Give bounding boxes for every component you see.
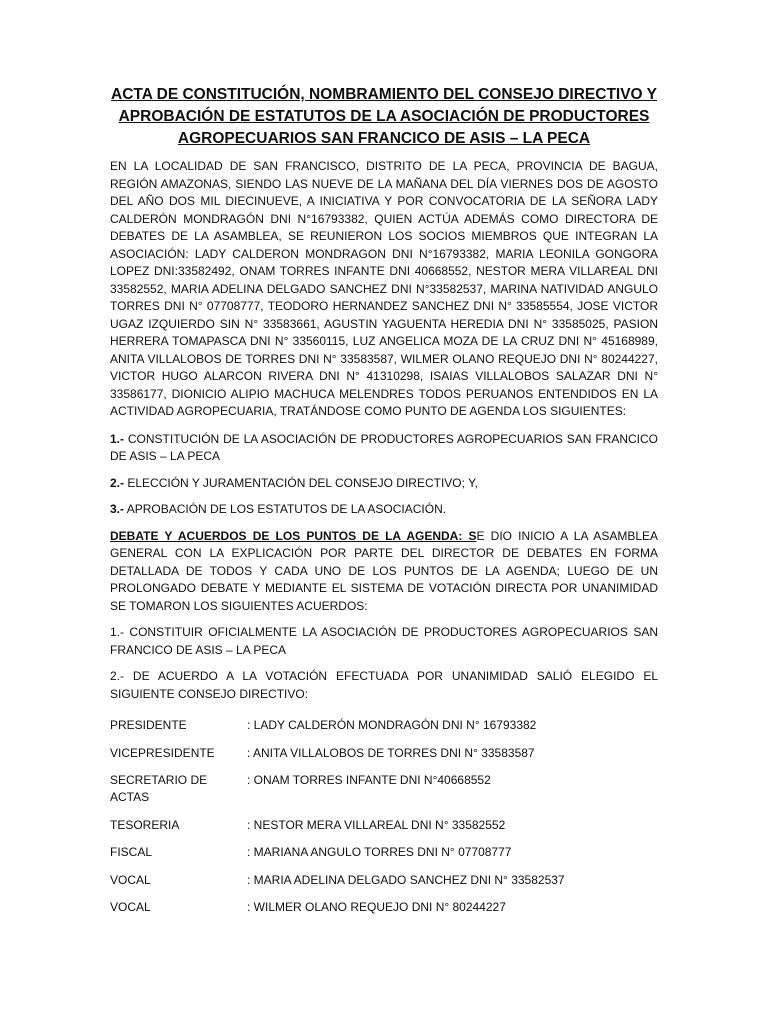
board-role: VOCAL <box>110 872 151 887</box>
board-row <box>110 817 658 834</box>
board-role: VICEPRESIDENTE <box>110 745 215 760</box>
board-row <box>110 717 658 734</box>
board-row <box>110 772 658 806</box>
agenda-item <box>110 501 658 519</box>
debate-heading: DEBATE Y ACUERDOS DE LOS PUNTOS DE LA AGENDA: S <box>110 528 477 543</box>
debate-paragraph <box>110 528 658 616</box>
document-title: ACTA DE CONSTITUCIÓN, NOMBRAMIENTO DEL CONSEJO DIRECTIVO Y APROBACIÓN DE ESTATUTOS DE LA ASOCIACIÓN DE PRODUCTORES AGROPECUARIOS SAN FRANCICO DE ASIS – LA PECA <box>111 86 657 147</box>
board-role: SECRETARIO DE ACTAS <box>110 773 208 804</box>
intro-paragraph: EN LA LOCALIDAD DE SAN FRANCISCO, DISTRITO DE LA PECA, PROVINCIA DE BAGUA, REGIÓN AMAZONAS, SIENDO LAS NUEVE DE LA MAÑANA DEL DÍA VIERNES DOS DE AGOSTO DEL AÑO DOS MIL DIECINUEVE, A INICIATIVA Y POR CONVOCATORIA DE LA SEÑORA LADY CALDERÓN MONDRAGÓN DNI N°16793382, QUIEN ACTÚA ADEMÁS COMO DIRECTORA DE DEBATES DE LA ASAMBLEA, SE REUNIERON LOS SOCIOS MIEMBROS QUE INTEGRAN LA ASOCIACIÓN: LADY CALDERON MONDRAGON DNI N°16793382, MARIA LEONILA GONGORA LOPEZ DNI:33582492, ONAM TORRES INFANTE DNI 40668552, NESTOR MERA VILLAREAL DNI 33582552, MARIA ADELINA DELGADO SANCHEZ DNI N°33582537, MARINA NATIVIDAD ANGULO TORRES DNI N° 07708777, TEODORO HERNANDEZ SANCHEZ DNI N° 33585554, JOSE VICTOR UGAZ IZQUIERDO SIN N° 33583661, AGUSTIN YAGUENTA HEREDIA DNI N° 33585025, PASION HERRERA TOMAPASCA DNI N° 33560115, LUZ ANGELICA MOZA DE LA CRUZ DNI N° 45168989, ANITA VILLALOBOS DE TORRES DNI N° 33583587, WILMER OLANO REQUEJO DNI N° 80244227, VICTOR HUGO ALARCON RIVERA DNI N° 41310298, ISAIAS VILLALOBOS SALAZAR DNI N° 33586177, DIONICIO ALIPIO MACHUCA MELENDRES TODOS PERUANOS ENTENDIDOS EN LA ACTIVIDAD AGROPECUARIA, TRATÁNDOSE COMO PUNTO DE AGENDA LOS SIGUIENTES: <box>110 159 658 418</box>
agenda-item-text: CONSTITUCIÓN DE LA ASOCIACIÓN DE PRODUCTORES AGROPECUARIOS SAN FRANCICO DE ASIS – LA PECA <box>110 431 658 463</box>
document-page <box>110 84 658 927</box>
debate-text: E DIO INICIO A LA ASAMBLEA GENERAL CON LA EXPLICACIÓN POR PARTE DEL DIRECTOR DE DEBATES EN FORMA DETALLADA DE TODOS Y CADA UNO DE LOS PUNTOS DE LA AGENDA; LUEGO DE UN PROLONGADO DEBATE Y MEDIANTE EL SISTEMA DE VOTACIÓN DIRECTA POR UNANIMIDAD SE TOMARON LOS SIGUIENTES ACUERDOS: <box>110 528 659 613</box>
board-member: : LADY CALDERÓN MONDRAGÓN DNI N° 16793382 <box>247 718 537 732</box>
board-member: : WILMER OLANO REQUEJO DNI N° 80244227 <box>247 900 506 914</box>
board-role: PRESIDENTE <box>110 718 187 732</box>
agenda-item-number: 3.- <box>110 502 125 516</box>
board-row <box>110 872 658 889</box>
board-member: : ONAM TORRES INFANTE DNI N°40668552 <box>247 773 491 787</box>
board-role: FISCAL <box>110 845 153 859</box>
board-member: : MARIA ADELINA DELGADO SANCHEZ DNI N° 33582537 <box>247 872 565 887</box>
agenda-item-text: ELECCIÓN Y JURAMENTACIÓN DEL CONSEJO DIRECTIVO; Y, <box>124 475 478 490</box>
board-row <box>110 745 658 762</box>
board-list <box>110 717 658 916</box>
board-role: VOCAL <box>110 900 151 914</box>
board-row <box>110 844 658 861</box>
board-member: : ANITA VILLALOBOS DE TORRES DNI N° 33583587 <box>247 745 535 760</box>
agenda-item <box>110 475 658 493</box>
agenda-item-text: APROBACIÓN DE LOS ESTATUTOS DE LA ASOCIACIÓN. <box>124 502 447 516</box>
board-role: TESORERIA <box>110 817 180 832</box>
board-row <box>110 899 658 916</box>
agreement-item: 1.- CONSTITUIR OFICIALMENTE LA ASOCIACIÓN DE PRODUCTORES AGROPECUARIOS SAN FRANCICO DE ASIS – LA PECA <box>110 625 658 657</box>
agenda-item-number: 1.- <box>110 431 125 446</box>
agenda-item-number: 2.- <box>110 475 125 490</box>
agenda-item <box>110 431 658 466</box>
board-member: : NESTOR MERA VILLAREAL DNI N° 33582552 <box>247 817 506 832</box>
agreement-item: 2.- DE ACUERDO A LA VOTACIÓN EFECTUADA POR UNANIMIDAD SALIÓ ELEGIDO EL SIGUIENTE CONSEJO DIRECTIVO: <box>110 669 658 701</box>
board-member: : MARIANA ANGULO TORRES DNI N° 07708777 <box>247 845 512 859</box>
